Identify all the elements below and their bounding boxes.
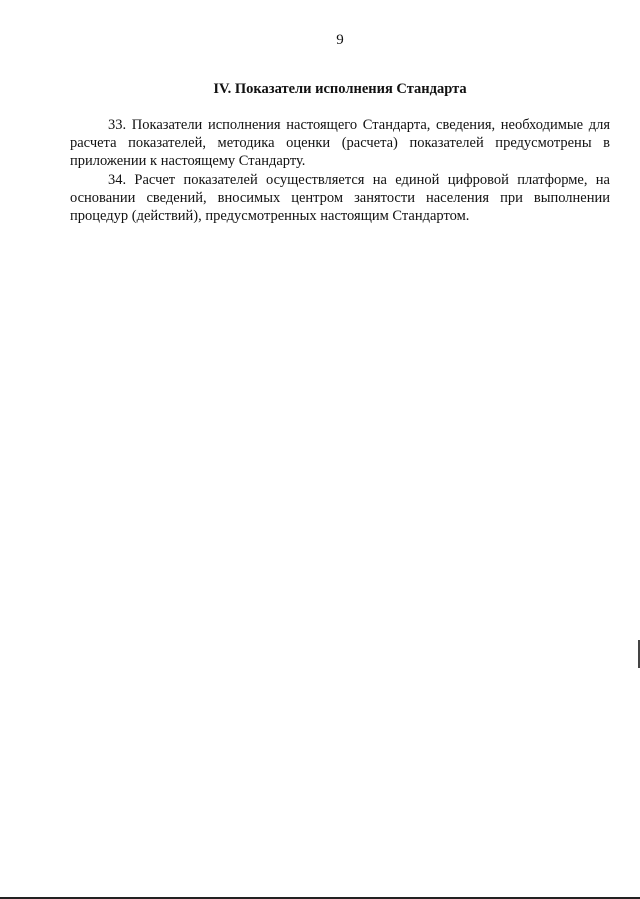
paragraph-33: 33. Показатели исполнения настоящего Стандарта, сведения, необходимые для расчета показателей, методика оценки (расчета) показателей предусмотрены в приложении к настоящему Стандарту. [70,117,610,170]
section-heading: IV. Показатели исполнения Стандарта [213,81,467,97]
page-number: 9 [336,32,344,48]
paragraph-34: 34. Расчет показателей осуществляется на единой цифровой платформе, на основании сведений, вносимых центром занятости населения при выполнении процедур (действий), предусмотренных настоящим Стандартом. [70,171,610,225]
section-body [70,116,610,225]
